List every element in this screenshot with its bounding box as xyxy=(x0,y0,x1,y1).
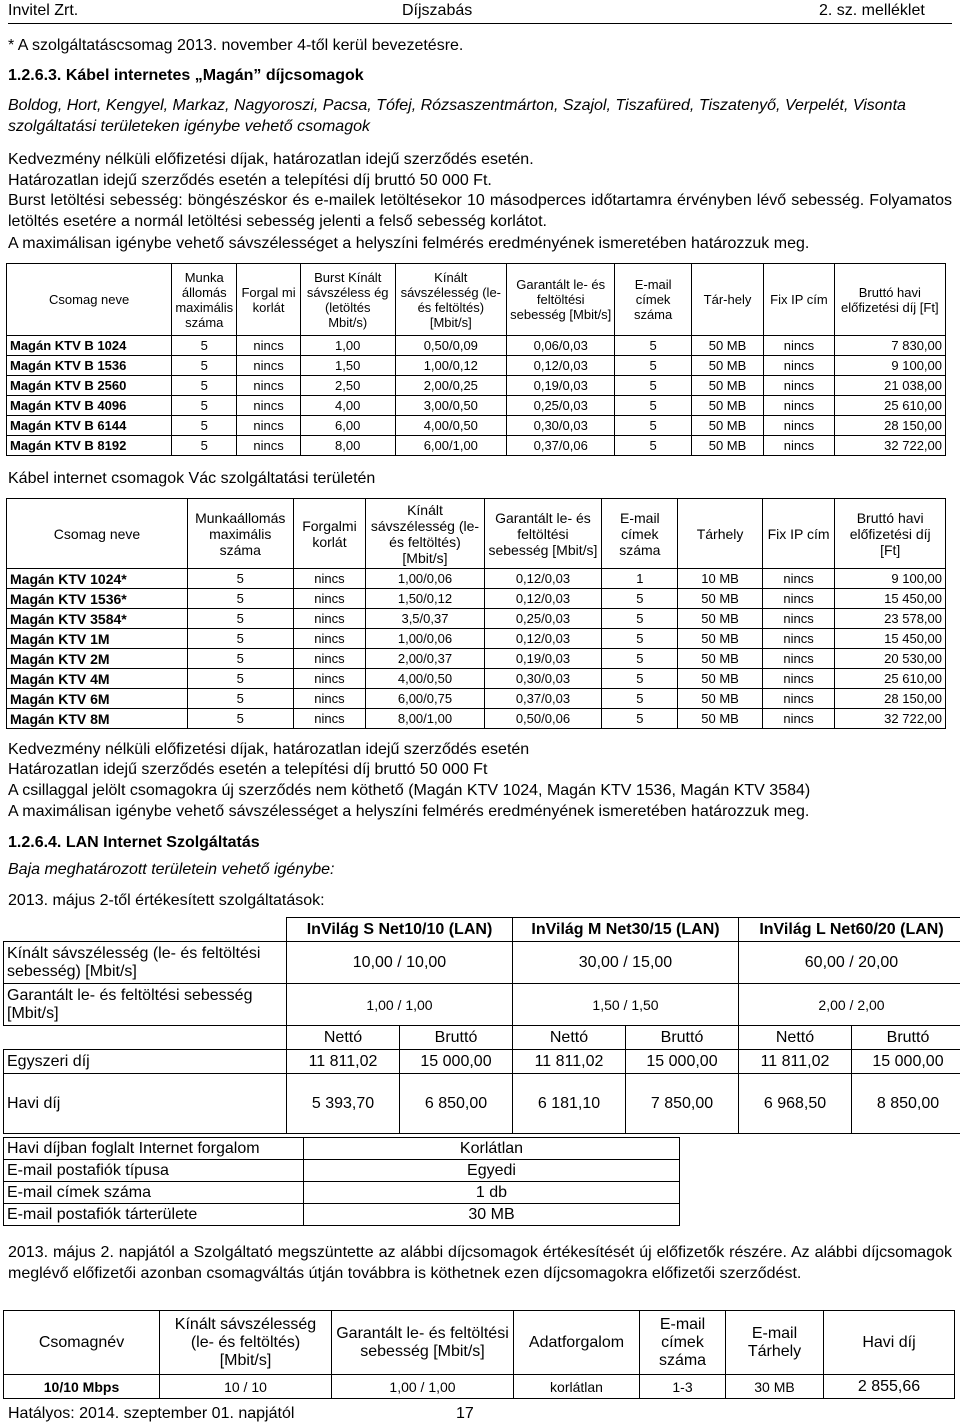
column-header: Garantált le- és feltöltési sebesség [Mbit/s] xyxy=(484,499,602,569)
para: Határozatlan idejű szerződés esetén a telepítési díj bruttó 50 000 Ft. xyxy=(8,172,492,189)
column-header: Munka állomás maximális száma xyxy=(172,264,237,336)
cell: nincs xyxy=(237,436,301,456)
cell: nincs xyxy=(762,609,835,629)
cell: 20 530,00 xyxy=(835,649,946,669)
cell: 5 xyxy=(615,376,692,396)
cell: nincs xyxy=(293,649,366,669)
note: A maximálisan igénybe vehető sávszélességet a helyszíni felmérés eredményének ismeretében határozzuk meg. xyxy=(8,803,810,820)
cell: 50 MB xyxy=(678,669,762,689)
cell: Magán KTV 8M xyxy=(7,709,188,729)
cell: 30 MB xyxy=(726,1375,824,1399)
column-header: Forgalmi korlát xyxy=(293,499,366,569)
cell: Magán KTV B 6144 xyxy=(7,416,172,436)
cell: 0,37/0,06 xyxy=(507,436,615,456)
column-header: E-mail Tárhely xyxy=(726,1311,824,1375)
table-row xyxy=(4,1182,680,1204)
cell: 50 MB xyxy=(678,709,762,729)
cell: 50 MB xyxy=(691,376,763,396)
cell: 0,12/0,03 xyxy=(507,356,615,376)
cell: Nettó xyxy=(287,1026,400,1050)
cell: 5 xyxy=(172,436,237,456)
cell: 1,00 / 1,00 xyxy=(332,1375,514,1399)
cell: 8,00 xyxy=(300,436,395,456)
cell: 50 MB xyxy=(678,629,762,649)
note: Kedvezmény nélküli előfizetési díjak, határozatlan idejű szerződés esetén xyxy=(8,741,530,758)
cell: 10/10 Mbps xyxy=(4,1375,160,1399)
cell: 50 MB xyxy=(678,609,762,629)
cell: Nettó xyxy=(513,1026,626,1050)
cell: nincs xyxy=(237,396,301,416)
column-header: Adatforgalom xyxy=(514,1311,640,1375)
cell: 8,00/1,00 xyxy=(366,709,484,729)
cell: Magán KTV 1024* xyxy=(7,569,188,589)
row-label: E-mail címek száma xyxy=(4,1182,304,1204)
note: Határozatlan idejű szerződés esetén a telepítési díj bruttó 50 000 Ft xyxy=(8,761,488,778)
para: Kedvezmény nélküli előfizetési díjak, határozatlan idejű szerződés esetén. xyxy=(8,151,534,168)
cell: nincs xyxy=(293,589,366,609)
cell: 25 610,00 xyxy=(835,669,946,689)
cell: 60,00 / 20,00 xyxy=(739,942,960,984)
cell: 6,00/1,00 xyxy=(395,436,507,456)
cell: 7 850,00 xyxy=(626,1074,739,1134)
para: A maximálisan igénybe vehető sávszélességet a helyszíni felmérés eredményének ismeretében határozzuk meg. xyxy=(8,235,810,252)
section-subtitle: Baja meghatározott területein vehető igénybe: xyxy=(8,861,335,878)
cell: 6 181,10 xyxy=(513,1074,626,1134)
cell: 3,5/0,37 xyxy=(366,609,484,629)
section-heading: 1.2.6.4. LAN Internet Szolgáltatás xyxy=(8,834,260,851)
cell: 6,00 xyxy=(300,416,395,436)
cell: 5 xyxy=(172,336,237,356)
cell: 10 / 10 xyxy=(160,1375,332,1399)
cell: 15 000,00 xyxy=(400,1050,513,1074)
column-header: Csomagnév xyxy=(4,1311,160,1375)
table-row xyxy=(7,669,946,689)
product-l: InVilág L Net60/20 (LAN) xyxy=(739,918,960,942)
cell: 0,37/0,03 xyxy=(484,689,602,709)
column-header: Csomag neve xyxy=(7,499,188,569)
offer-date: 2013. május 2-től értékesített szolgáltatások: xyxy=(8,892,325,909)
cell: nincs xyxy=(293,669,366,689)
column-header: Bruttó havi előfizetési díj [Ft] xyxy=(835,499,946,569)
table-row xyxy=(7,589,946,609)
cell: nincs xyxy=(293,569,366,589)
row-label: E-mail postafiók típusa xyxy=(4,1160,304,1182)
legacy-table xyxy=(3,1310,955,1399)
cell: 15 000,00 xyxy=(852,1050,960,1074)
cell: 5 xyxy=(602,629,678,649)
column-header: Csomag neve xyxy=(7,264,172,336)
cell: 2,00 / 2,00 xyxy=(739,984,960,1026)
table-row xyxy=(7,709,946,729)
cell: Magán KTV 3584* xyxy=(7,609,188,629)
cell: 1,50 xyxy=(300,356,395,376)
cell: 1,50/0,12 xyxy=(366,589,484,609)
product-s: InVilág S Net10/10 (LAN) xyxy=(287,918,513,942)
cell: nincs xyxy=(764,396,834,416)
cell: 32 722,00 xyxy=(834,436,945,456)
cell: 15 000,00 xyxy=(626,1050,739,1074)
cell: 21 038,00 xyxy=(834,376,945,396)
cell: 0,25/0,03 xyxy=(507,396,615,416)
cell: 1,50 / 1,50 xyxy=(513,984,739,1026)
cell: nincs xyxy=(237,416,301,436)
table-row xyxy=(4,1204,680,1226)
cell: 0,19/0,03 xyxy=(484,649,602,669)
cell: 9 100,00 xyxy=(834,356,945,376)
table-row xyxy=(7,689,946,709)
row-label: Havi díj xyxy=(4,1074,287,1134)
lan-info-table xyxy=(3,1137,680,1226)
cell: Magán KTV B 8192 xyxy=(7,436,172,456)
cell: 5 xyxy=(172,416,237,436)
cell: 5 xyxy=(615,436,692,456)
cell: 1 db xyxy=(304,1182,680,1204)
price-table-2 xyxy=(6,498,946,729)
cell: 5 xyxy=(602,709,678,729)
cell: 30 MB xyxy=(304,1204,680,1226)
row-label: Havi díjban foglalt Internet forgalom xyxy=(4,1138,304,1160)
cell: nincs xyxy=(293,629,366,649)
column-header: Tárhely xyxy=(678,499,762,569)
para: Burst letöltési sebesség: böngészéskor és e-mailek letöltésekor 10 másodperces időtartamra érvényben lévő sebesség. Folyamatos letöltés esetére a normál letöltési sebesség jelenti a felső sebesség korlátot. xyxy=(8,192,952,230)
cell: nincs xyxy=(762,669,835,689)
cell: 50 MB xyxy=(691,356,763,376)
cell: 23 578,00 xyxy=(835,609,946,629)
cell: 5 xyxy=(188,629,294,649)
cell: 5 xyxy=(188,689,294,709)
cell: 30,00 / 15,00 xyxy=(513,942,739,984)
column-header: Kínált sávszélesség (le- és feltöltés) [Mbit/s] xyxy=(160,1311,332,1375)
cell: 1 xyxy=(602,569,678,589)
cell: Bruttó xyxy=(626,1026,739,1050)
column-header: Burst Kínált sávszéless ég (letöltés Mbit/s) xyxy=(300,264,395,336)
cell: nincs xyxy=(293,609,366,629)
cell: 0,50/0,09 xyxy=(395,336,507,356)
cell: 0,12/0,03 xyxy=(484,589,602,609)
cell: Egyedi xyxy=(304,1160,680,1182)
cell: 0,25/0,03 xyxy=(484,609,602,629)
cell: Korlátlan xyxy=(304,1138,680,1160)
cell: 1,00/0,12 xyxy=(395,356,507,376)
cell: 11 811,02 xyxy=(513,1050,626,1074)
cell: 5 xyxy=(188,649,294,669)
section-heading: Kábel internet csomagok Vác szolgáltatási területén xyxy=(8,470,376,487)
cell: Bruttó xyxy=(400,1026,513,1050)
cell: 2,00/0,37 xyxy=(366,649,484,669)
cell: 15 450,00 xyxy=(835,629,946,649)
cell: 2,00/0,25 xyxy=(395,376,507,396)
column-header: E-mail címek száma xyxy=(640,1311,726,1375)
column-header: Garantált le- és feltöltési sebesség [Mbit/s] xyxy=(507,264,615,336)
cell: 50 MB xyxy=(678,689,762,709)
cell: 2 855,66 xyxy=(824,1375,955,1399)
cell: 5 xyxy=(172,376,237,396)
cell: 5 393,70 xyxy=(287,1074,400,1134)
cell: 50 MB xyxy=(678,649,762,669)
column-header: Bruttó havi előfizetési díj [Ft] xyxy=(834,264,945,336)
cell: 5 xyxy=(188,569,294,589)
cell: 15 450,00 xyxy=(835,589,946,609)
note: A csillaggal jelölt csomagokra új szerződés nem köthető (Magán KTV 1024, Magán KTV 1536, Magán KTV 3584) xyxy=(8,782,811,799)
cell: 3,00/0,50 xyxy=(395,396,507,416)
header-rule xyxy=(8,23,952,24)
column-header: Havi díj xyxy=(824,1311,955,1375)
header-title: Díjszabás xyxy=(402,2,473,19)
cell: Magán KTV 2M xyxy=(7,649,188,669)
column-header: Garantált le- és feltöltési sebesség [Mbit/s] xyxy=(332,1311,514,1375)
cell: Magán KTV 1536* xyxy=(7,589,188,609)
row-label: Kínált sávszélesség (le- és feltöltési sebesség) [Mbit/s] xyxy=(4,942,287,984)
page-number: 17 xyxy=(456,1405,474,1422)
cell: 5 xyxy=(602,589,678,609)
cell: nincs xyxy=(764,416,834,436)
cell: 1,00 xyxy=(300,336,395,356)
column-header: Fix IP cím xyxy=(762,499,835,569)
cell: nincs xyxy=(762,569,835,589)
cell: 28 150,00 xyxy=(835,689,946,709)
cell: Magán KTV B 4096 xyxy=(7,396,172,416)
table-row xyxy=(7,629,946,649)
cell: Magán KTV 4M xyxy=(7,669,188,689)
cell: nincs xyxy=(237,376,301,396)
column-header: Tár-hely xyxy=(691,264,763,336)
cell: Magán KTV B 1536 xyxy=(7,356,172,376)
lan-table xyxy=(3,917,960,1134)
cell: 4,00/0,50 xyxy=(395,416,507,436)
cell: 7 830,00 xyxy=(834,336,945,356)
cell: 5 xyxy=(615,336,692,356)
cell: 5 xyxy=(602,689,678,709)
cell: 5 xyxy=(615,396,692,416)
cell: 5 xyxy=(615,356,692,376)
cell: nincs xyxy=(293,689,366,709)
cell: Bruttó xyxy=(852,1026,960,1050)
cell: 0,30/0,03 xyxy=(507,416,615,436)
cell: Magán KTV 6M xyxy=(7,689,188,709)
cell: 5 xyxy=(188,709,294,729)
section-heading: 1.2.6.3. Kábel internetes „Magán” díjcsomagok xyxy=(8,67,364,84)
discontinued-note: 2013. május 2. napjától a Szolgáltató megszüntette az alábbi díjcsomagok értékesítését új előfizetők részére. Az alábbi díjcsomagok meglévő előfizetői azonban csomagváltás útján továbbra is köthetnek ezen díjcsomagokra előfizetői szerződést. xyxy=(8,1244,952,1282)
table-row xyxy=(7,336,946,356)
cell: 0,06/0,03 xyxy=(507,336,615,356)
area-list: Boldog, Hort, Kengyel, Markaz, Nagyoroszi, Pacsa, Tófej, Rózsaszentmárton, Szajol, Tiszafüred, Tiszatenyő, Verpelét, Visonta szolgáltatási területeken igénybe vehető csomagok xyxy=(8,97,906,135)
cell: 50 MB xyxy=(691,396,763,416)
cell: 50 MB xyxy=(691,416,763,436)
column-header: E-mail címek száma xyxy=(615,264,692,336)
cell: Magán KTV 1M xyxy=(7,629,188,649)
column-header: Fix IP cím xyxy=(764,264,834,336)
table-row xyxy=(7,436,946,456)
cell: Magán KTV B 1024 xyxy=(7,336,172,356)
cell: 6,00/0,75 xyxy=(366,689,484,709)
cell: nincs xyxy=(762,709,835,729)
cell: 5 xyxy=(615,416,692,436)
cell: nincs xyxy=(762,629,835,649)
cell: 1,00 / 1,00 xyxy=(287,984,513,1026)
cell: nincs xyxy=(237,356,301,376)
cell: 9 100,00 xyxy=(835,569,946,589)
cell: 32 722,00 xyxy=(835,709,946,729)
cell: nincs xyxy=(762,689,835,709)
table-row xyxy=(7,609,946,629)
cell: 28 150,00 xyxy=(834,416,945,436)
cell: nincs xyxy=(762,649,835,669)
cell: 50 MB xyxy=(678,589,762,609)
cell: 11 811,02 xyxy=(287,1050,400,1074)
cell: 10,00 / 10,00 xyxy=(287,942,513,984)
table-row xyxy=(7,416,946,436)
header-annex: 2. sz. melléklet xyxy=(819,2,925,19)
cell: nincs xyxy=(237,336,301,356)
cell: nincs xyxy=(764,436,834,456)
cell: nincs xyxy=(764,356,834,376)
cell: 0,30/0,03 xyxy=(484,669,602,689)
product-m: InVilág M Net30/15 (LAN) xyxy=(513,918,739,942)
cell: 6 850,00 xyxy=(400,1074,513,1134)
cell: korlátlan xyxy=(514,1375,640,1399)
cell: nincs xyxy=(293,709,366,729)
row-label: Garantált le- és feltöltési sebesség [Mbit/s] xyxy=(4,984,287,1026)
row-label: E-mail postafiók tárterülete xyxy=(4,1204,304,1226)
table-row xyxy=(4,1160,680,1182)
cell: 50 MB xyxy=(691,436,763,456)
intro-note: * A szolgáltatáscsomag 2013. november 4-től kerül bevezetésre. xyxy=(8,37,464,54)
cell: 50 MB xyxy=(691,336,763,356)
cell: 5 xyxy=(602,649,678,669)
cell: 5 xyxy=(188,589,294,609)
cell: 25 610,00 xyxy=(834,396,945,416)
cell: Nettó xyxy=(739,1026,852,1050)
cell: nincs xyxy=(764,336,834,356)
header-company: Invitel Zrt. xyxy=(8,2,79,19)
column-header: Forgal mi korlát xyxy=(237,264,301,336)
cell: 1,00/0,06 xyxy=(366,629,484,649)
column-header: Kínált sávszélesség (le- és feltöltés) [Mbit/s] xyxy=(366,499,484,569)
price-table-1 xyxy=(6,263,946,456)
cell: 5 xyxy=(188,609,294,629)
row-label: Egyszeri díj xyxy=(4,1050,287,1074)
table-row xyxy=(7,376,946,396)
cell: Magán KTV B 2560 xyxy=(7,376,172,396)
cell: nincs xyxy=(762,589,835,609)
table-row xyxy=(7,356,946,376)
cell: 0,12/0,03 xyxy=(484,569,602,589)
cell: 0,12/0,03 xyxy=(484,629,602,649)
cell: 10 MB xyxy=(678,569,762,589)
cell: 6 968,50 xyxy=(739,1074,852,1134)
cell: nincs xyxy=(764,376,834,396)
cell: 5 xyxy=(172,396,237,416)
table-row xyxy=(7,396,946,416)
cell: 5 xyxy=(188,669,294,689)
column-header: Kínált sávszélesség (le- és feltöltés) [Mbit/s] xyxy=(395,264,507,336)
cell: 1,00/0,06 xyxy=(366,569,484,589)
footer-effective: Hatályos: 2014. szeptember 01. napjától xyxy=(8,1405,295,1422)
cell: 2,50 xyxy=(300,376,395,396)
column-header: Munkaállomás maximális száma xyxy=(188,499,294,569)
cell: 5 xyxy=(602,609,678,629)
cell: 4,00 xyxy=(300,396,395,416)
cell: 0,19/0,03 xyxy=(507,376,615,396)
cell: 5 xyxy=(602,669,678,689)
table-row xyxy=(7,569,946,589)
cell: 1-3 xyxy=(640,1375,726,1399)
cell: 8 850,00 xyxy=(852,1074,960,1134)
cell: 11 811,02 xyxy=(739,1050,852,1074)
table-row xyxy=(4,1138,680,1160)
table-row xyxy=(7,649,946,669)
cell: 5 xyxy=(172,356,237,376)
cell: 4,00/0,50 xyxy=(366,669,484,689)
cell: 0,50/0,06 xyxy=(484,709,602,729)
column-header: E-mail címek száma xyxy=(602,499,678,569)
